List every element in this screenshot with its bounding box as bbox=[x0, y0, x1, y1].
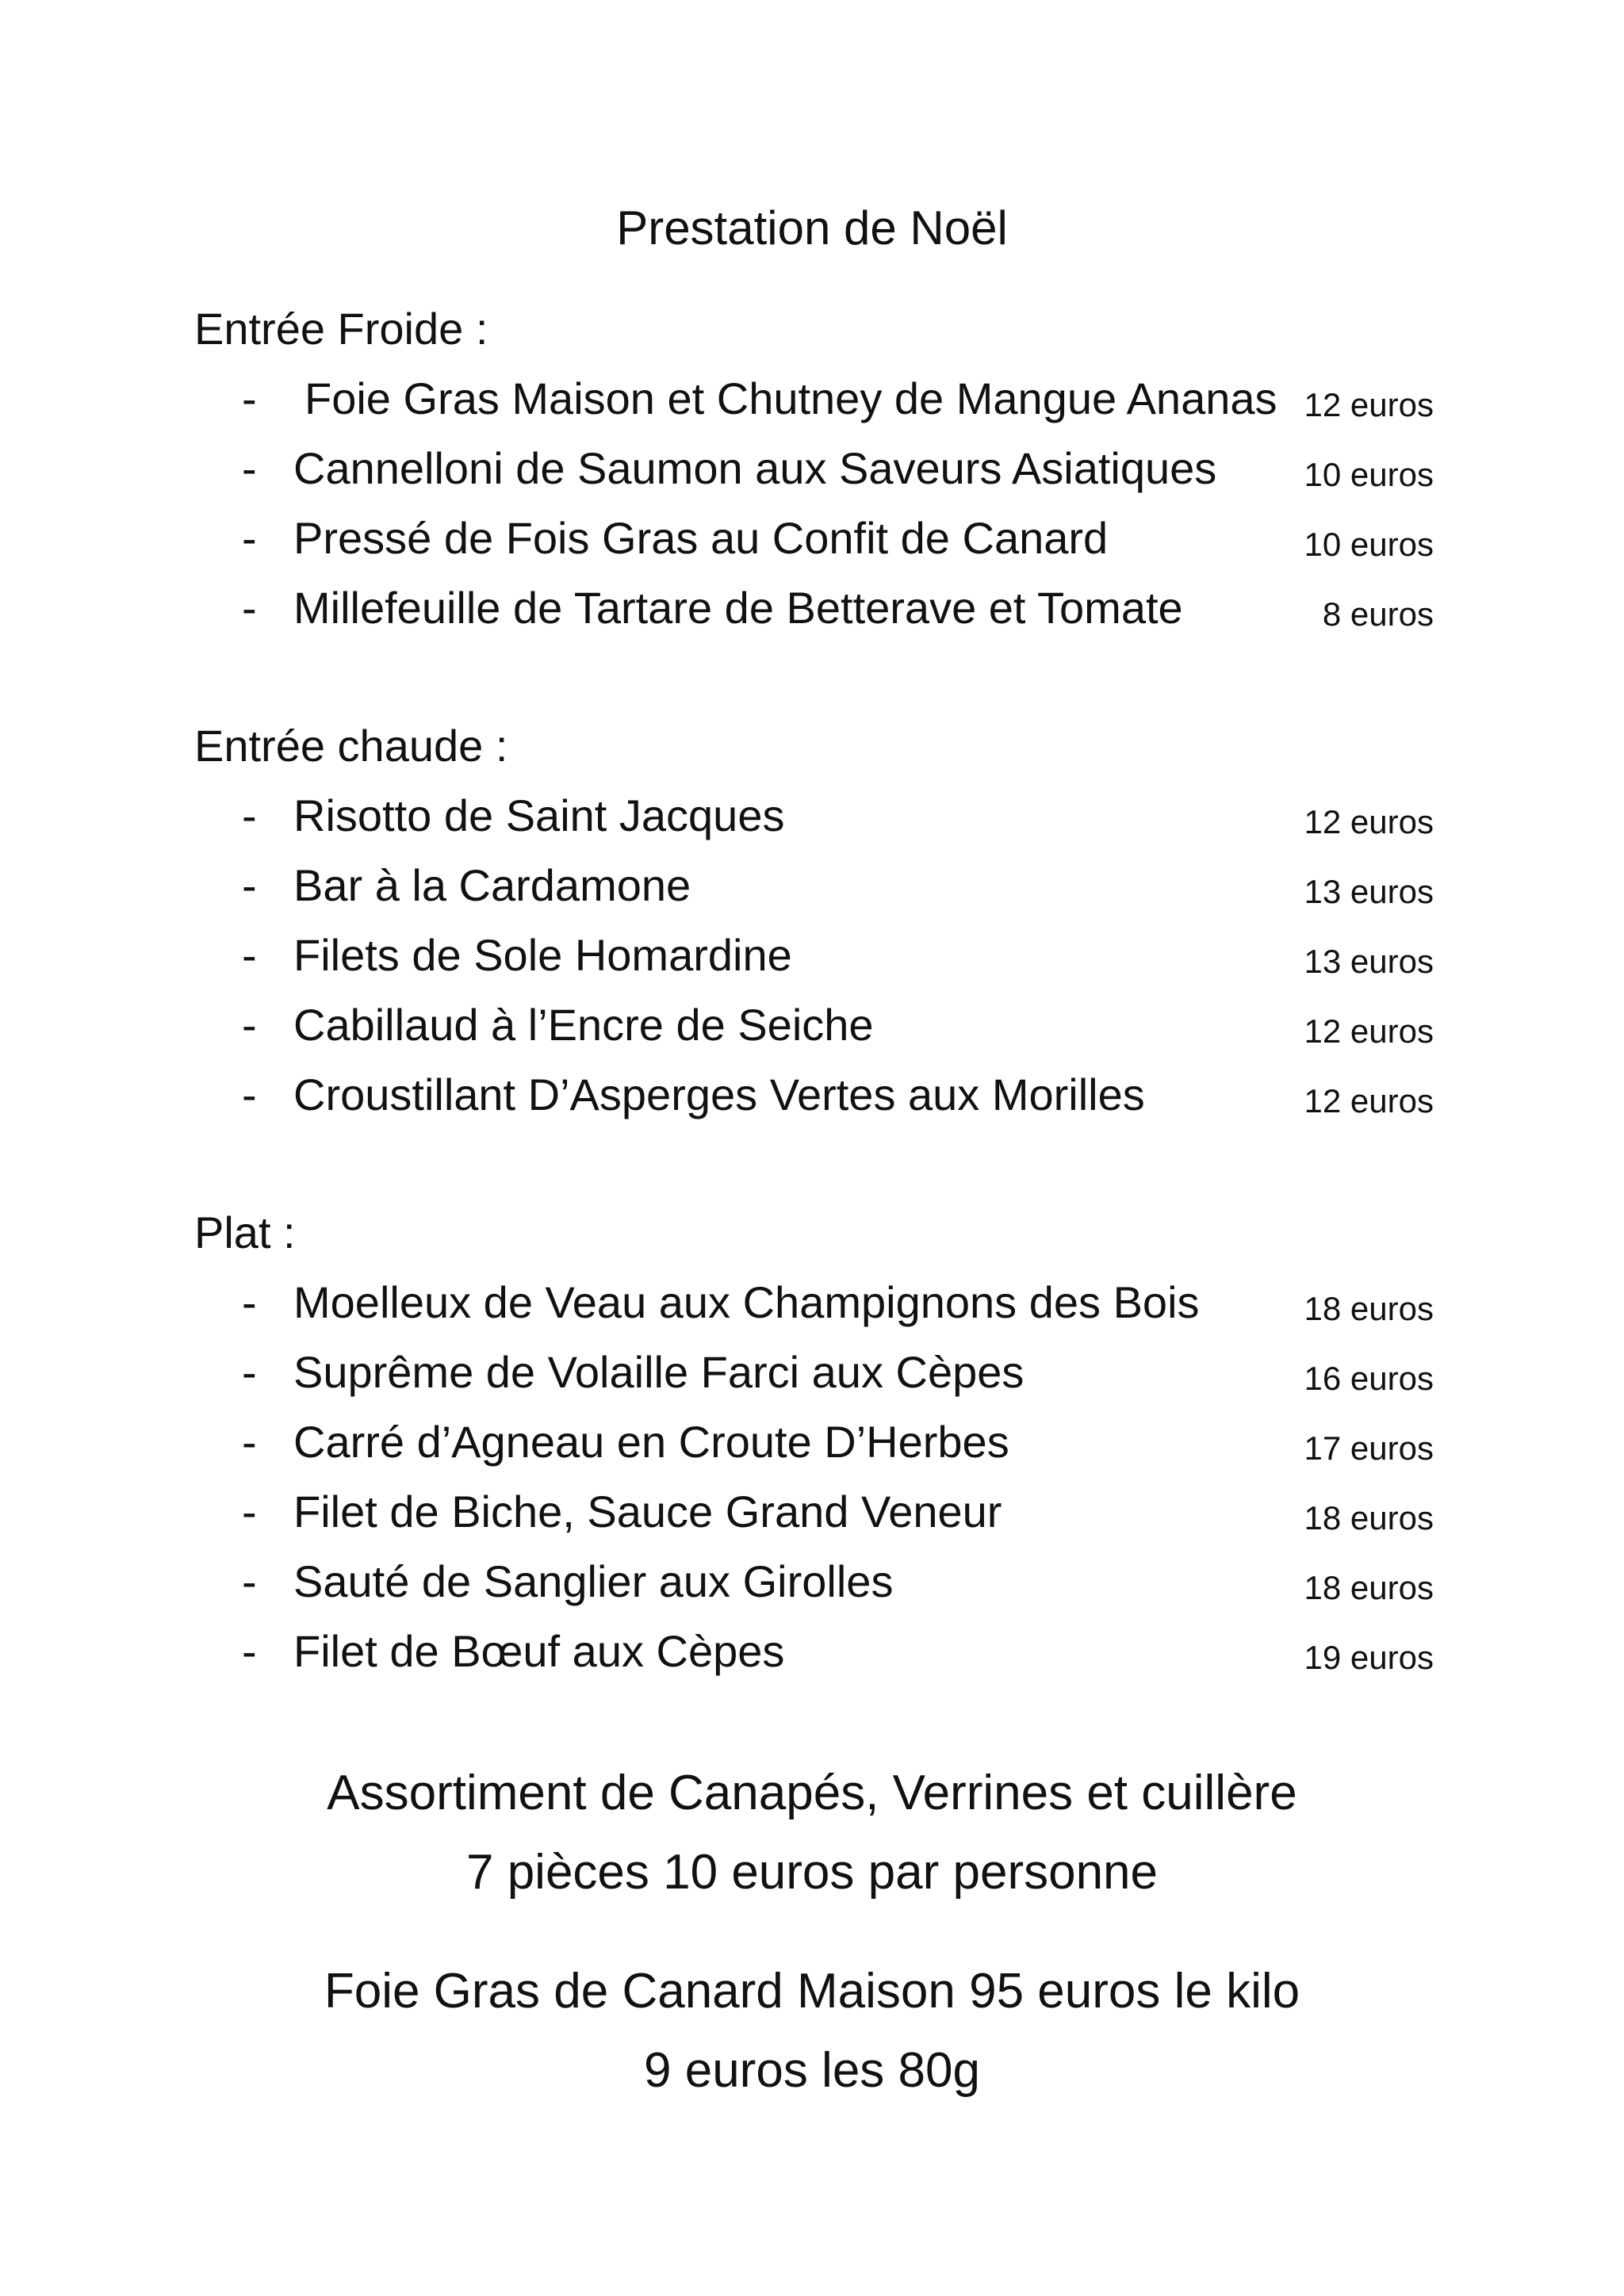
foie-gras-offer-line-1: Foie Gras de Canard Maison 95 euros le kilo bbox=[324, 1964, 1300, 2019]
menu-item bbox=[0, 1554, 1624, 1609]
menu-item-name: Cannelloni de Saumon aux Saveurs Asiatiques bbox=[293, 443, 1217, 493]
menu-item-price: 12 euros bbox=[1304, 386, 1434, 423]
canapes-offer-line-2: 7 pièces 10 euros par personne bbox=[465, 1845, 1159, 1900]
menu-item-price: 12 euros bbox=[1304, 1012, 1434, 1050]
list-dash: - bbox=[242, 1556, 257, 1606]
menu-item-price: 8 euros bbox=[1322, 595, 1434, 633]
menu-item-price: 18 euros bbox=[1304, 1569, 1434, 1606]
menu-item-name: Millefeuille de Tartare de Betterave et Tomate bbox=[293, 583, 1183, 633]
list-dash: - bbox=[242, 1070, 257, 1119]
menu-item-price: 19 euros bbox=[1304, 1639, 1434, 1676]
menu-item-name: Suprême de Volaille Farci aux Cèpes bbox=[293, 1347, 1025, 1397]
menu-item bbox=[0, 1067, 1624, 1123]
menu-item-name: Bar à la Cardamone bbox=[293, 860, 691, 910]
list-dash: - bbox=[242, 1417, 257, 1467]
menu-item bbox=[0, 788, 1624, 844]
menu-item-name: Cabillaud à l’Encre de Seiche bbox=[293, 1000, 874, 1050]
menu-item-name: Croustillant D’Asperges Vertes aux Morilles bbox=[293, 1070, 1145, 1119]
list-dash: - bbox=[242, 583, 257, 633]
menu-item bbox=[0, 858, 1624, 913]
menu-item-price: 16 euros bbox=[1304, 1360, 1434, 1397]
menu-item-price: 13 euros bbox=[1304, 943, 1434, 980]
menu-item-name: Carré d’Agneau en Croute D’Herbes bbox=[293, 1417, 1009, 1467]
menu-item-name: Filet de Bœuf aux Cèpes bbox=[293, 1626, 785, 1676]
menu-item bbox=[0, 1414, 1624, 1470]
menu-item-price: 13 euros bbox=[1304, 873, 1434, 910]
section-heading-entree-froide: Entrée Froide : bbox=[194, 304, 488, 354]
menu-item bbox=[0, 1345, 1624, 1400]
list-dash: - bbox=[242, 1000, 257, 1050]
menu-item bbox=[0, 441, 1624, 496]
menu-item bbox=[0, 371, 1624, 427]
menu-item-name: Filets de Sole Homardine bbox=[293, 930, 792, 980]
list-dash: - bbox=[242, 1277, 257, 1327]
canapes-offer-line-1: Assortiment de Canapés, Verrines et cuillère bbox=[327, 1766, 1297, 1820]
foie-gras-offer-line-2: 9 euros les 80g bbox=[644, 2043, 980, 2098]
menu-item-price: 10 euros bbox=[1304, 456, 1434, 493]
menu-item-name: Pressé de Fois Gras au Confit de Canard bbox=[293, 513, 1109, 563]
menu-item bbox=[0, 928, 1624, 983]
menu-item-price: 18 euros bbox=[1304, 1290, 1434, 1327]
list-dash: - bbox=[242, 373, 257, 423]
menu-item-name: Sauté de Sanglier aux Girolles bbox=[293, 1556, 894, 1606]
list-dash: - bbox=[242, 860, 257, 910]
list-dash: - bbox=[242, 790, 257, 840]
menu-item-price: 17 euros bbox=[1304, 1429, 1434, 1467]
menu-item bbox=[0, 1624, 1624, 1679]
list-dash: - bbox=[242, 513, 257, 563]
menu-item-price: 12 euros bbox=[1304, 1082, 1434, 1119]
menu-item bbox=[0, 511, 1624, 566]
list-dash: - bbox=[242, 443, 257, 493]
menu-item-name: Filet de Biche, Sauce Grand Veneur bbox=[293, 1487, 1002, 1536]
menu-item-name: Foie Gras Maison et Chutney de Mangue Ananas bbox=[304, 373, 1277, 423]
section-heading-plat: Plat : bbox=[194, 1207, 296, 1257]
menu-item-name: Moelleux de Veau aux Champignons des Bois bbox=[293, 1277, 1200, 1327]
menu-item bbox=[0, 580, 1624, 636]
menu-item-price: 10 euros bbox=[1304, 526, 1434, 563]
menu-item-price: 18 euros bbox=[1304, 1499, 1434, 1536]
menu-item bbox=[0, 997, 1624, 1053]
menu-item-price: 12 euros bbox=[1304, 803, 1434, 840]
menu-item bbox=[0, 1484, 1624, 1540]
section-heading-entree-chaude: Entrée chaude : bbox=[194, 721, 508, 771]
menu-item-name: Risotto de Saint Jacques bbox=[293, 790, 785, 840]
list-dash: - bbox=[242, 930, 257, 980]
page-title: Prestation de Noël bbox=[616, 201, 1008, 254]
list-dash: - bbox=[242, 1626, 257, 1676]
menu-item bbox=[0, 1275, 1624, 1330]
list-dash: - bbox=[242, 1347, 257, 1397]
list-dash: - bbox=[242, 1487, 257, 1536]
